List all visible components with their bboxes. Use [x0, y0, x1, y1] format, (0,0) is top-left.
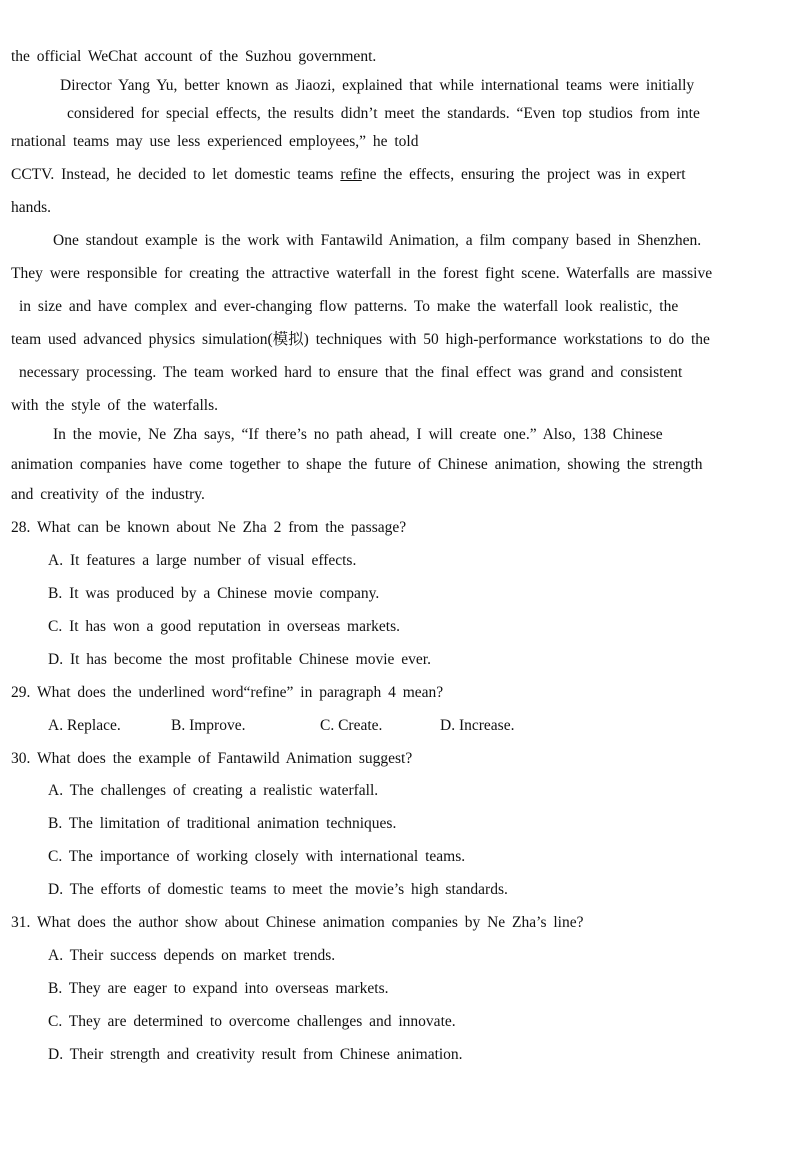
answer-option: D. The efforts of domestic teams to meet the movie’s high standards.	[48, 881, 508, 898]
question-stem: 29. What does the underlined word“refine” in paragraph 4 mean?	[11, 684, 444, 701]
answer-option: A. It features a large number of visual effects.	[48, 552, 357, 569]
answer-option: C. It has won a good reputation in overseas markets.	[48, 618, 400, 635]
answer-option: B. Improve.	[171, 717, 246, 734]
passage-line: They were responsible for creating the attractive waterfall in the forest fight scene. Waterfalls are massive	[11, 265, 713, 282]
passage-line: hands.	[11, 199, 52, 216]
passage-line: team used advanced physics simulation(模拟) techniques with 50 high-performance workstations to do the	[11, 331, 710, 348]
answer-option: D. It has become the most profitable Chinese movie ever.	[48, 651, 431, 668]
answer-option: D. Increase.	[440, 717, 515, 734]
passage-line: and creativity of the industry.	[11, 486, 205, 503]
passage-line: in size and have complex and ever-changing flow patterns. To make the waterfall look realistic, the	[19, 298, 679, 315]
passage-line: necessary processing. The team worked hard to ensure that the final effect was grand and consistent	[19, 364, 683, 381]
passage-line: One standout example is the work with Fantawild Animation, a film company based in Shenzhen.	[53, 232, 702, 249]
answer-option: C. Create.	[320, 717, 383, 734]
answer-option: B. They are eager to expand into overseas markets.	[48, 980, 389, 997]
passage-line: rnational teams may use less experienced employees,” he told	[11, 133, 419, 150]
answer-option: B. The limitation of traditional animation techniques.	[48, 815, 397, 832]
passage-line: animation companies have come together to shape the future of Chinese animation, showing the strength	[11, 456, 703, 473]
passage-line: In the movie, Ne Zha says, “If there’s no path ahead, I will create one.” Also, 138 Chinese	[53, 426, 663, 443]
answer-options-row	[0, 716, 800, 736]
question-stem: 31. What does the author show about Chinese animation companies by Ne Zha’s line?	[11, 914, 584, 931]
underlined-word: refi	[340, 166, 362, 183]
passage-line: the official WeChat account of the Suzhou government.	[11, 48, 377, 65]
text-span: Director Yang Yu, better known as Jiaozi, explained that while international teams were initially	[60, 77, 695, 94]
question-stem: 30. What does the example of Fantawild Animation suggest?	[11, 750, 413, 767]
answer-option: C. They are determined to overcome challenges and innovate.	[48, 1013, 456, 1030]
question-stem: 28. What can be known about Ne Zha 2 from the passage?	[11, 519, 407, 536]
answer-option: A. The challenges of creating a realistic waterfall.	[48, 782, 379, 799]
text-span: ne the effects, ensuring the project was in expert	[361, 166, 686, 183]
passage-line: with the style of the waterfalls.	[11, 397, 218, 414]
answer-option: C. The importance of working closely with international teams.	[48, 848, 466, 865]
passage-line	[11, 165, 686, 185]
text-span: CCTV. Instead, he decided to let domestic teams	[11, 166, 341, 183]
passage-line	[60, 76, 754, 96]
answer-option: D. Their strength and creativity result from Chinese animation.	[48, 1046, 463, 1063]
passage-line: considered for special effects, the results didn’t meet the standards. “Even top studios from inte	[67, 105, 700, 122]
answer-option: B. It was produced by a Chinese movie company.	[48, 585, 380, 602]
answer-option: A. Replace.	[48, 717, 121, 734]
answer-option: A. Their success depends on market trends.	[48, 947, 336, 964]
